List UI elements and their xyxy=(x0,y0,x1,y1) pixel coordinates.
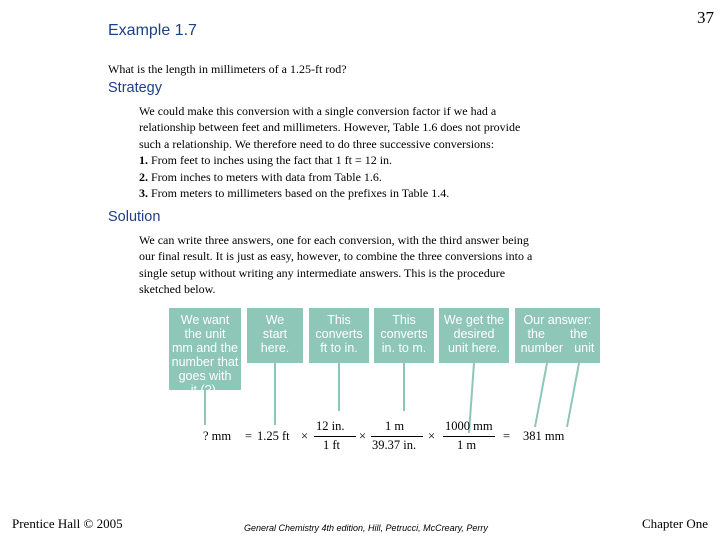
callout-line: the unit xyxy=(184,327,226,341)
step-number: 1. xyxy=(139,153,148,168)
callout-line: desired xyxy=(453,327,495,341)
factor2-denominator: 39.37 in. xyxy=(372,438,417,452)
footer-citation xyxy=(244,523,488,533)
callout-word: number xyxy=(520,341,563,355)
solution-line: We can write three answers, one for each conversion, with the third answer being xyxy=(139,233,529,247)
page-number: 37 xyxy=(697,8,714,27)
strategy-line: such a relationship. We therefore need to do three successive conversions: xyxy=(139,136,495,151)
callout-line: converts xyxy=(315,327,363,341)
step-number: 2. xyxy=(139,169,148,184)
factor1-denominator: 1 ft xyxy=(323,438,341,452)
pointer-line xyxy=(567,363,579,427)
citation-text: General Chemistry 4th edition, Hill, Petrucci, McCreary, Perry xyxy=(244,523,488,533)
footer-chapter: Chapter One xyxy=(641,516,708,531)
step-text: From inches to meters with data from Table 1.6. xyxy=(148,169,382,184)
factor2-numerator: 1 m xyxy=(385,419,405,433)
strategy-heading: Strategy xyxy=(108,80,162,96)
callout-line: We xyxy=(265,313,285,327)
callout-line: unit here. xyxy=(447,341,501,355)
callout-line: converts xyxy=(380,327,428,341)
equation-result: 381 mm xyxy=(523,429,565,443)
times-sign: × xyxy=(428,429,436,443)
callout-word: the xyxy=(527,327,545,341)
strategy-step xyxy=(139,169,619,185)
callout-line: mm and the xyxy=(171,341,238,355)
example-title: Example 1.7 xyxy=(108,22,197,39)
step-text: From meters to millimeters based on the prefixes in Table 1.4. xyxy=(148,186,450,201)
strategy-step xyxy=(139,152,619,168)
callout-line: here. xyxy=(260,341,290,355)
callout-word: the xyxy=(570,327,588,341)
factor3-denominator: 1 m xyxy=(457,438,477,452)
conversion-figure xyxy=(167,303,600,453)
strategy-line: relationship between feet and millimeters. However, Table 1.6 does not provide xyxy=(139,120,521,135)
callout-line: We want xyxy=(180,313,230,327)
solution-line: single setup without writing any intermediate answers. This is the procedure xyxy=(139,265,506,280)
pointer-line xyxy=(535,363,547,427)
times-sign: × xyxy=(359,429,367,443)
strategy-step xyxy=(139,185,619,201)
callout-line: goes with xyxy=(178,369,232,383)
factor2-fraction-bar xyxy=(371,436,423,437)
factor3-fraction-bar xyxy=(443,436,495,437)
callout-line: it (?). xyxy=(190,383,220,397)
callout-line: Our answer: xyxy=(523,313,592,327)
strategy-line: We could make this conversion with a single conversion factor if we had a xyxy=(139,104,497,118)
factor1-fraction-bar xyxy=(314,436,356,437)
solution-line: sketched below. xyxy=(139,282,216,297)
callout-word: unit xyxy=(574,341,595,355)
callout-line: in. to m. xyxy=(381,341,427,355)
callout-line: This xyxy=(392,313,416,327)
callout-line: This xyxy=(327,313,351,327)
callout-line: number that xyxy=(171,355,239,369)
step-number: 3. xyxy=(139,186,148,201)
equation-equals: = xyxy=(503,429,511,443)
solution-paragraph xyxy=(139,232,619,298)
factor1-numerator: 12 in. xyxy=(316,419,345,433)
equation-start-value: 1.25 ft xyxy=(257,429,290,443)
footer-publisher: Prentice Hall © 2005 xyxy=(12,516,123,531)
solution-line: our final result. It is just as easy, however, to combine the three conversions into a xyxy=(139,249,533,264)
callout-line: We get the xyxy=(443,313,505,327)
factor3-numerator: 1000 mm xyxy=(445,419,493,433)
question-text: What is the length in millimeters of a 1.25-ft rod? xyxy=(108,62,347,76)
equation-equals: = xyxy=(245,429,253,443)
equation-lhs: ? mm xyxy=(203,429,232,443)
solution-heading: Solution xyxy=(108,209,161,225)
callout-line: start xyxy=(262,327,288,341)
times-sign: × xyxy=(301,429,309,443)
step-text: From feet to inches using the fact that 1 ft = 12 in. xyxy=(148,153,393,168)
callout-line: ft to in. xyxy=(320,341,358,355)
strategy-paragraph xyxy=(139,103,619,201)
